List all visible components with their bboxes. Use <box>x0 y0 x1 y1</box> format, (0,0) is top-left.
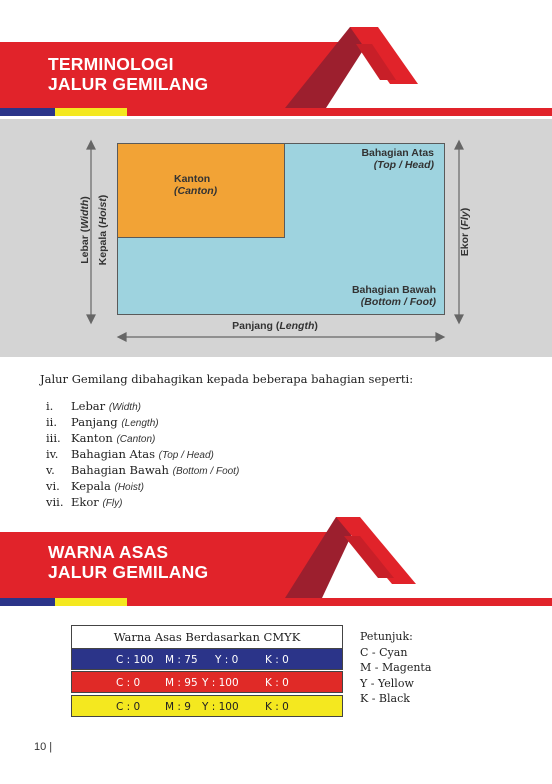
canton-en: (Canton) <box>174 185 218 197</box>
label-top-section <box>300 147 434 171</box>
intro-paragraph: Jalur Gemilang dibahagikan kepada beberapa bahagian seperti: <box>40 372 414 386</box>
stripe-red <box>127 108 552 116</box>
legend-item: K - Black <box>360 692 410 705</box>
section-banner-terminology <box>0 22 552 108</box>
cmyk-row-blue: C : 100 M : 75 Y : 0 K : 0 <box>71 648 343 670</box>
stripe-navy <box>0 108 55 116</box>
label-hoist: Kepala (Hoist) <box>97 194 109 266</box>
label-bottom-section <box>290 284 436 308</box>
section-title <box>48 54 208 94</box>
title-line-1: WARNA ASAS <box>48 542 169 562</box>
legend-item: C - Cyan <box>360 645 408 659</box>
label-length: Panjang (Length) <box>232 320 318 332</box>
bottom-section-en: (Bottom / Foot) <box>360 296 436 308</box>
section-banner-base-colors <box>0 512 552 598</box>
top-section-en: (Top / Head) <box>373 159 434 171</box>
legend-item: M - Magenta <box>360 661 432 674</box>
cmyk-table-header: Warna Asas Berdasarkan CMYK <box>71 625 343 649</box>
title-line-1: TERMINOLOGI <box>48 54 174 74</box>
legend-item: Y - Yellow <box>360 676 414 690</box>
title-line-2: JALUR GEMILANG <box>48 74 209 94</box>
label-fly: Ekor (Fly) <box>459 207 471 257</box>
title-line-2: JALUR GEMILANG <box>48 562 209 582</box>
top-section-text: Bahagian Atas <box>361 147 434 159</box>
bottom-section-text: Bahagian Bawah <box>351 284 436 296</box>
legend-title: Petunjuk: <box>360 630 413 643</box>
label-canton <box>150 173 274 197</box>
stripe-yellow <box>55 598 127 606</box>
stripe-yellow <box>55 108 127 116</box>
stripe-red <box>127 598 552 606</box>
cmyk-row-yellow: C : 0 M : 9 Y : 100 K : 0 <box>71 695 343 717</box>
cmyk-legend <box>360 629 431 707</box>
page-number: 10 | <box>34 741 53 753</box>
canton-text: Kanton <box>174 173 211 185</box>
cmyk-row-red: C : 0 M : 95 Y : 100 K : 0 <box>71 671 343 693</box>
stripe-navy <box>0 598 55 606</box>
section-title <box>48 542 208 582</box>
label-width: Lebar (Width) <box>79 196 91 264</box>
